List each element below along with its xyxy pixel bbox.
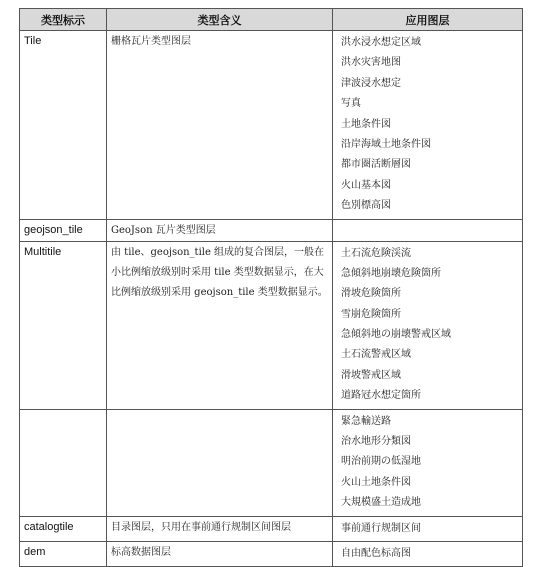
table-header-row <box>20 9 523 31</box>
layer-item: 急傾斜地崩壊危険箇所 <box>341 267 441 279</box>
type-cell: geojson_tile <box>20 219 107 241</box>
layers-cell <box>333 241 523 409</box>
layer-item: 雪崩危険箇所 <box>341 308 401 320</box>
layers-cell <box>333 516 523 541</box>
type-cell: catalogtile <box>20 516 107 541</box>
layer-item: 土石流危険渓流 <box>341 247 411 259</box>
meaning-cell: 目录图层，只用在事前通行规制区间图层 <box>107 516 333 541</box>
meaning-cell: GeoJson 瓦片类型图层 <box>107 219 333 241</box>
type-cell: dem <box>20 541 107 566</box>
layer-item: 急傾斜地の崩壊警戒区域 <box>341 329 451 341</box>
layer-item: 火山基本図 <box>341 179 391 191</box>
layer-item: 色別標高図 <box>341 200 391 212</box>
header-type-identifier: 类型标示 <box>20 9 107 31</box>
layer-item: 明治前期の低湿地 <box>341 456 421 468</box>
header-applied-layers: 应用图层 <box>333 9 523 31</box>
layer-item: 滑坡警戒区域 <box>341 369 401 381</box>
meaning-cell: 由 tile、geojson_tile 组成的复合图层，一般在小比例缩放级别时采用 tile 类型数据显示，在大比例缩放级别采用 geojson_tile 类型数据显示。 <box>107 241 333 409</box>
layer-item: 土地条件図 <box>341 118 391 130</box>
layer-item: 洪水灾害地图 <box>341 57 401 69</box>
layer-item: 沿岸海域土地条件図 <box>341 138 431 150</box>
layer-item: 自由配色标高图 <box>341 547 411 559</box>
layer-type-table <box>19 8 523 567</box>
layer-item: 洪水浸水想定区域 <box>341 37 421 48</box>
header-type-meaning: 类型含义 <box>107 9 333 31</box>
table-row <box>20 219 523 241</box>
table-row <box>20 541 523 566</box>
layer-item: 事前通行规制区间 <box>341 522 421 534</box>
layer-item: 土石流警戒区域 <box>341 349 411 361</box>
type-cell <box>20 409 107 516</box>
layers-cell <box>333 409 523 516</box>
type-cell: Tile <box>20 31 107 220</box>
table-row <box>20 241 523 409</box>
table-row <box>20 31 523 220</box>
layer-item: 津波浸水想定 <box>341 77 401 89</box>
layer-item: 滑坡危険箇所 <box>341 288 401 300</box>
layers-cell <box>333 31 523 220</box>
layer-type-table-container <box>19 8 523 567</box>
layer-item: 緊急輸送路 <box>341 415 391 427</box>
layer-item: 火山土地条件図 <box>341 476 411 488</box>
layer-item: 写真 <box>341 98 361 110</box>
table-row <box>20 409 523 516</box>
layer-item: 都市圏活断層図 <box>341 159 411 171</box>
type-cell: Multitile <box>20 241 107 409</box>
layer-item: 治水地形分類図 <box>341 436 411 448</box>
meaning-cell: 标高数据图层 <box>107 541 333 566</box>
layers-cell <box>333 541 523 566</box>
table-row <box>20 516 523 541</box>
layers-cell <box>333 219 523 241</box>
meaning-cell <box>107 409 333 516</box>
meaning-cell: 栅格瓦片类型图层 <box>107 31 333 220</box>
layer-item: 大規模盛土造成地 <box>341 497 421 509</box>
layer-item: 道路冠水想定箇所 <box>341 390 421 402</box>
